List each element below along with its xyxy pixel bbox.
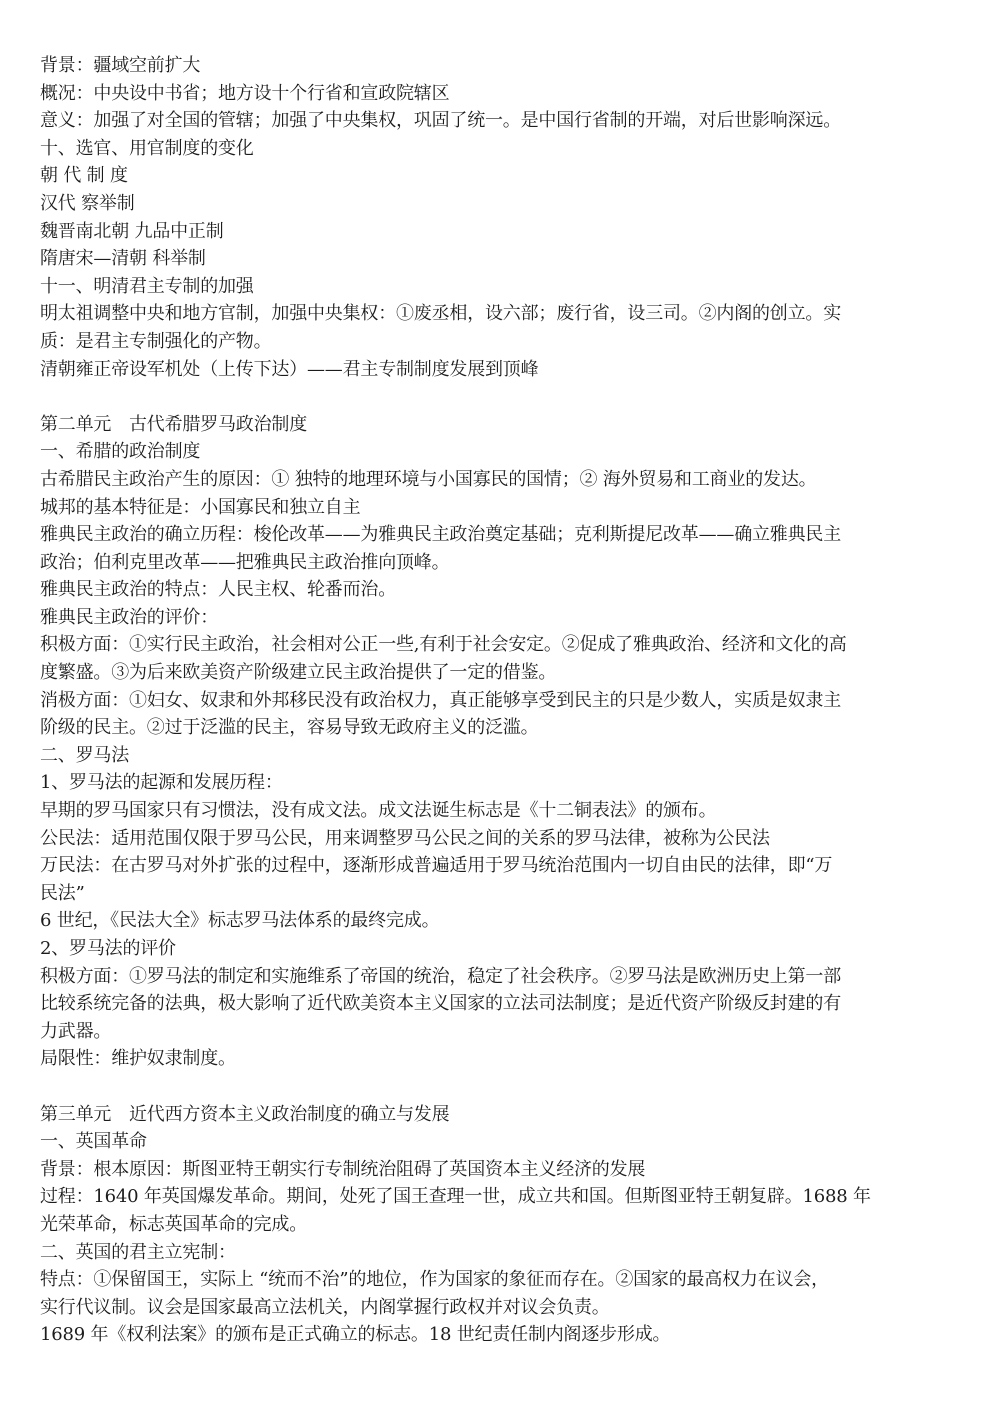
text-line — [40, 383, 952, 411]
text-line: 十、选官、用官制度的变化 — [40, 137, 254, 159]
text-line — [40, 1073, 952, 1101]
text-line: 雅典民主政治的确立历程：梭伦改革——为雅典民主政治奠定基础；克利斯提尼改革——确立雅典民主 — [40, 524, 841, 546]
text-line: 万民法：在古罗马对外扩张的过程中，逐渐形成普遍适用于罗马统治范围内一切自由民的法律，即“万 — [40, 855, 833, 877]
text-line: 魏晋南北朝 九品中正制 — [40, 220, 224, 242]
text-line: 民法” — [40, 882, 85, 904]
text-line: 朝 代 制 度 — [40, 165, 128, 187]
text-line: 特点：①保留国王，实际上 “统而不治”的地位，作为国家的象征而存在。②国家的最高权力在议会， — [40, 1269, 829, 1291]
text-line: 背景：疆域空前扩大 — [40, 55, 201, 76]
text-line: 公民法：适用范围仅限于罗马公民，用来调整罗马公民之间的关系的罗马法律，被称为公民法 — [40, 827, 770, 849]
text-line: 清朝雍正帝设军机处（上传下达）——君主专制制度发展到顶峰 — [40, 358, 539, 380]
text-line: 实行代议制。议会是国家最高立法机关，内阁掌握行政权并对议会负责。 — [40, 1296, 610, 1318]
text-line: 阶级的民主。②过于泛滥的民主，容易导致无政府主义的泛滥。 — [40, 717, 539, 739]
text-line: 度繁盛。③为后来欧美资产阶级建立民主政治提供了一定的借鉴。 — [40, 662, 557, 684]
text-line: 光荣革命，标志英国革命的完成。 — [40, 1213, 307, 1235]
text-line: 2、罗马法的评价 — [40, 938, 176, 959]
text-line: 城邦的基本特征是：小国寡民和独立自主 — [40, 496, 361, 518]
text-line: 过程：1640 年英国爆发革命。期间，处死了国王查理一世，成立共和国。但斯图亚特王朝复辟。1688 年 — [40, 1186, 871, 1208]
text-line: 第三单元 近代西方资本主义政治制度的确立与发展 — [40, 1103, 450, 1125]
text-line: 1689 年《权利法案》的颁布是正式确立的标志。18 世纪责任制内阁逐步形成。 — [40, 1324, 671, 1346]
text-line: 积极方面：①实行民主政治，社会相对公正一些,有利于社会安定。②促成了雅典政治、经济和文化的高 — [40, 634, 847, 656]
text-line: 局限性：维护奴隶制度。 — [40, 1048, 236, 1070]
text-line: 概况：中央设中书省；地方设十个行省和宣政院辖区 — [40, 82, 450, 104]
text-line: 十一、明清君主专制的加强 — [40, 275, 254, 297]
text-line: 雅典民主政治的评价： — [40, 606, 218, 628]
text-line: 一、希腊的政治制度 — [40, 441, 201, 463]
text-line: 力武器。 — [40, 1020, 112, 1042]
text-line: 隋唐宋—清朝 科举制 — [40, 248, 206, 270]
text-line: 汉代 察举制 — [40, 192, 135, 214]
text-line: 比较系统完备的法典，极大影响了近代欧美资本主义国家的立法司法制度；是近代资产阶级反封建的有 — [40, 993, 841, 1015]
text-line: 政治；伯利克里改革——把雅典民主政治推向顶峰。 — [40, 551, 450, 573]
text-line: 一、英国革命 — [40, 1131, 147, 1153]
document-text — [40, 52, 952, 1349]
text-line: 第二单元 古代希腊罗马政治制度 — [40, 413, 307, 435]
text-line: 二、英国的君主立宪制： — [40, 1241, 236, 1263]
text-line: 背景：根本原因：斯图亚特王朝实行专制统治阻碍了英国资本主义经济的发展 — [40, 1158, 646, 1180]
text-line: 古希腊民主政治产生的原因：① 独特的地理环境与小国寡民的国情；② 海外贸易和工商业的发达。 — [40, 468, 817, 490]
text-line: 明太祖调整中央和地方官制，加强中央集权：①废丞相，设六部；废行省，设三司。②内阁的创立。实 — [40, 303, 841, 325]
text-line: 二、罗马法 — [40, 744, 129, 766]
text-line: 雅典民主政治的特点：人民主权、轮番而治。 — [40, 579, 396, 601]
text-line: 6 世纪，《民法大全》标志罗马法体系的最终完成。 — [40, 910, 440, 932]
text-line: 积极方面：①罗马法的制定和实施维系了帝国的统治，稳定了社会秩序。②罗马法是欧洲历史上第一部 — [40, 965, 841, 987]
text-line: 早期的罗马国家只有习惯法，没有成文法。成文法诞生标志是《十二铜表法》的颁布。 — [40, 800, 717, 822]
text-line: 意义：加强了对全国的管辖；加强了中央集权，巩固了统一。是中国行省制的开端，对后世影响深远。 — [40, 110, 841, 132]
text-line: 消极方面：①妇女、奴隶和外邦移民没有政治权力，真正能够享受到民主的只是少数人，实质是奴隶主 — [40, 689, 841, 711]
text-line: 1、罗马法的起源和发展历程： — [40, 772, 283, 794]
text-line: 质：是君主专制强化的产物。 — [40, 330, 272, 352]
